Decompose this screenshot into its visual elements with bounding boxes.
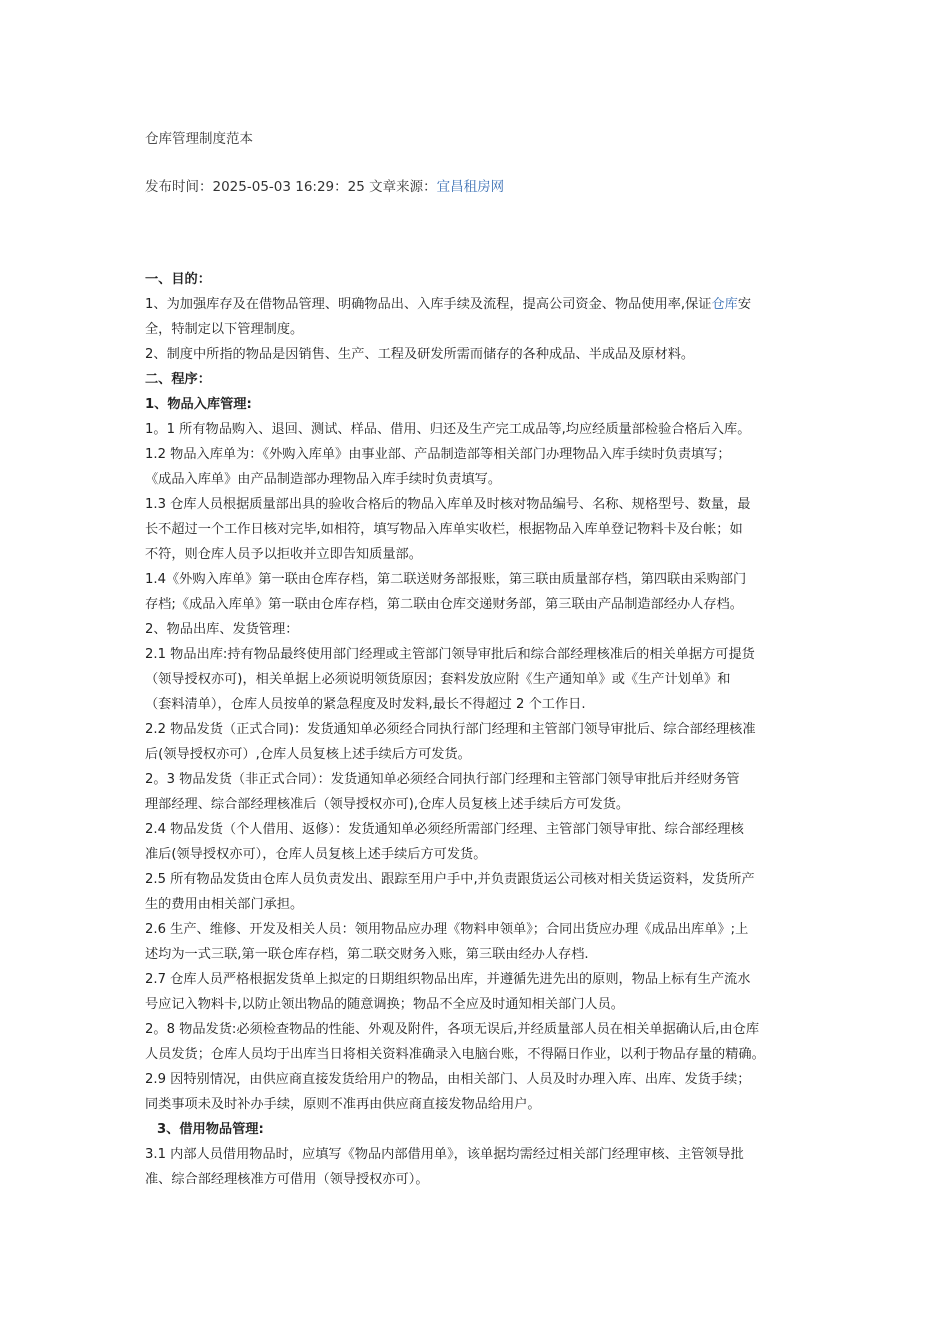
body-line xyxy=(145,817,825,842)
body-line xyxy=(145,1067,825,1092)
page-title: 仓库管理制度范本 xyxy=(145,131,253,147)
line-text: 同类事项未及时补办手续，原则不准再由供应商直接发物品给用户。 xyxy=(145,1097,541,1112)
body-line xyxy=(145,917,825,942)
body-line xyxy=(145,317,825,342)
body-line xyxy=(145,842,825,867)
section-heading xyxy=(145,392,825,417)
body-line xyxy=(145,1167,825,1192)
inline-link[interactable]: 仓库 xyxy=(711,297,738,312)
line-text: 存档;《成品入库单》第一联由仓库存档，第二联由仓库交递财务部，第三联由产品制造部经办人存档。 xyxy=(145,597,743,612)
line-text: 1、物品入库管理: xyxy=(145,397,252,412)
line-text: 2.5 所有物品发货由仓库人员负责发出、跟踪至用户手中,并负责跟货运公司核对相关货运资料，发货所产 xyxy=(145,872,755,887)
line-text: （领导授权亦可)，相关单据上必须说明领货原因；套料发放应附《生产通知单》或《生产计划单》和 xyxy=(145,672,731,687)
line-text: （套料清单），仓库人员按单的紧急程度及时发料,最长不得超过 2 个工作日. xyxy=(145,697,586,712)
body-line xyxy=(145,617,825,642)
line-text: 《成品入库单》由产品制造部办理物品入库手续时负责填写。 xyxy=(145,472,502,487)
body-line xyxy=(145,967,825,992)
line-text: 二、程序： xyxy=(145,372,211,387)
body-line xyxy=(145,642,825,667)
section-heading xyxy=(145,367,825,392)
line-text: 1、为加强库存及在借物品管理、明确物品出、入库手续及流程，提高公司资金、物品使用率,保证 xyxy=(145,297,712,312)
line-text: 3、借用物品管理: xyxy=(157,1122,264,1137)
line-text: 准、综合部经理核准方可借用（领导授权亦可）。 xyxy=(145,1172,429,1187)
line-text: 2。8 物品发货:必须检查物品的性能、外观及附件，各项无误后,并经质量部人员在相关单据确认后,由仓库 xyxy=(145,1022,760,1037)
line-text: 2、物品出库、发货管理： xyxy=(145,622,299,637)
line-text: 2。3 物品发货（非正式合同）：发货通知单必须经合同执行部门经理和主管部门领导审批后并经财务管 xyxy=(145,772,740,787)
article-meta xyxy=(145,175,504,195)
body-line xyxy=(145,992,825,1017)
line-text: 准后(领导授权亦可），仓库人员复核上述手续后方可发货。 xyxy=(145,847,487,862)
body-line xyxy=(145,467,825,492)
body-line xyxy=(145,892,825,917)
body-line xyxy=(145,592,825,617)
line-text: 2、制度中所指的物品是因销售、生产、工程及研发所需而储存的各种成品、半成品及原材料。 xyxy=(145,347,695,362)
line-text: 述均为一式三联,第一联仓库存档，第二联交财务入账，第三联由经办人存档. xyxy=(145,947,589,962)
source-link[interactable]: 宜昌租房网 xyxy=(436,179,505,195)
line-text: 后(领导授权亦可）,仓库人员复核上述手续后方可发货。 xyxy=(145,747,471,762)
body-line xyxy=(145,867,825,892)
line-text: 1.3 仓库人员根据质量部出具的验收合格后的物品入库单及时核对物品编号、名称、规格型号、数量，最 xyxy=(145,497,751,512)
section-heading xyxy=(145,267,825,292)
body-line xyxy=(145,717,825,742)
body-line xyxy=(145,542,825,567)
body-line xyxy=(145,517,825,542)
body-line xyxy=(145,292,825,317)
body-line xyxy=(145,1142,825,1167)
line-text: 2.7 仓库人员严格根据发货单上拟定的日期组织物品出库，并遵循先进先出的原则，物品上标有生产流水 xyxy=(145,972,751,987)
line-text: 1。1 所有物品购入、退回、测试、样品、借用、归还及生产完工成品等,均应经质量部检验合格后入库。 xyxy=(145,422,751,437)
line-text: 一、目的： xyxy=(145,272,211,287)
publish-info: 发布时间：2025-05-03 16:29：25 文章来源： xyxy=(145,179,437,195)
line-text: 2.9 因特别情况，由供应商直接发货给用户的物品，由相关部门、人员及时办理入库、出库、发货手续； xyxy=(145,1072,751,1087)
body-line xyxy=(145,942,825,967)
line-text: 生的费用由相关部门承担。 xyxy=(145,897,304,912)
body-line xyxy=(145,667,825,692)
line-text-tail: 安 xyxy=(737,297,752,312)
section-heading xyxy=(145,1117,825,1142)
line-text: 号应记入物料卡,以防止领出物品的随意调换；物品不全应及时通知相关部门人员。 xyxy=(145,997,624,1012)
line-text: 1.2 物品入库单为：《外购入库单》由事业部、产品制造部等相关部门办理物品入库手续时负责填写； xyxy=(145,447,731,462)
body-line xyxy=(145,1042,825,1067)
body-line xyxy=(145,767,825,792)
line-text: 全，特制定以下管理制度。 xyxy=(145,322,304,337)
body-line xyxy=(145,492,825,517)
line-text: 2.4 物品发货（个人借用、返修）：发货通知单必须经所需部门经理、主管部门领导审批、综合部经理核 xyxy=(145,822,744,837)
body-line xyxy=(145,442,825,467)
body-line xyxy=(145,692,825,717)
body-line xyxy=(145,342,825,367)
line-text: 3.1 内部人员借用物品时，应填写《物品内部借用单》，该单据均需经过相关部门经理审核、主管领导批 xyxy=(145,1147,744,1162)
line-text: 理部经理、综合部经理核准后（领导授权亦可),仓库人员复核上述手续后方可发货。 xyxy=(145,797,630,812)
body-line xyxy=(145,742,825,767)
line-text: 人员发货；仓库人员均于出库当日将相关资料准确录入电脑台账，不得隔日作业，以利于物品存量的精确。 xyxy=(145,1047,765,1062)
line-text: 2.1 物品出库:持有物品最终使用部门经理或主管部门领导审批后和综合部经理核准后的相关单据方可提货 xyxy=(145,647,755,662)
article-body xyxy=(145,267,825,1192)
body-line xyxy=(145,1017,825,1042)
line-text: 2.6 生产、维修、开发及相关人员：领用物品应办理《物料申领单》；合同出货应办理《成品出库单》;上 xyxy=(145,922,749,937)
body-line xyxy=(145,567,825,592)
body-line xyxy=(145,1092,825,1117)
line-text: 不符，则仓库人员予以拒收并立即告知质量部。 xyxy=(145,547,422,562)
body-line xyxy=(145,417,825,442)
line-text: 长不超过一个工作日核对完毕,如相符，填写物品入库单实收栏，根据物品入库单登记物料卡及台帐；如 xyxy=(145,522,743,537)
line-text: 1.4《外购入库单》第一联由仓库存档，第二联送财务部报账，第三联由质量部存档，第四联由采购部门 xyxy=(145,572,747,587)
line-text: 2.2 物品发货（正式合同)：发货通知单必须经合同执行部门经理和主管部门领导审批后、综合部经理核准 xyxy=(145,722,756,737)
body-line xyxy=(145,792,825,817)
